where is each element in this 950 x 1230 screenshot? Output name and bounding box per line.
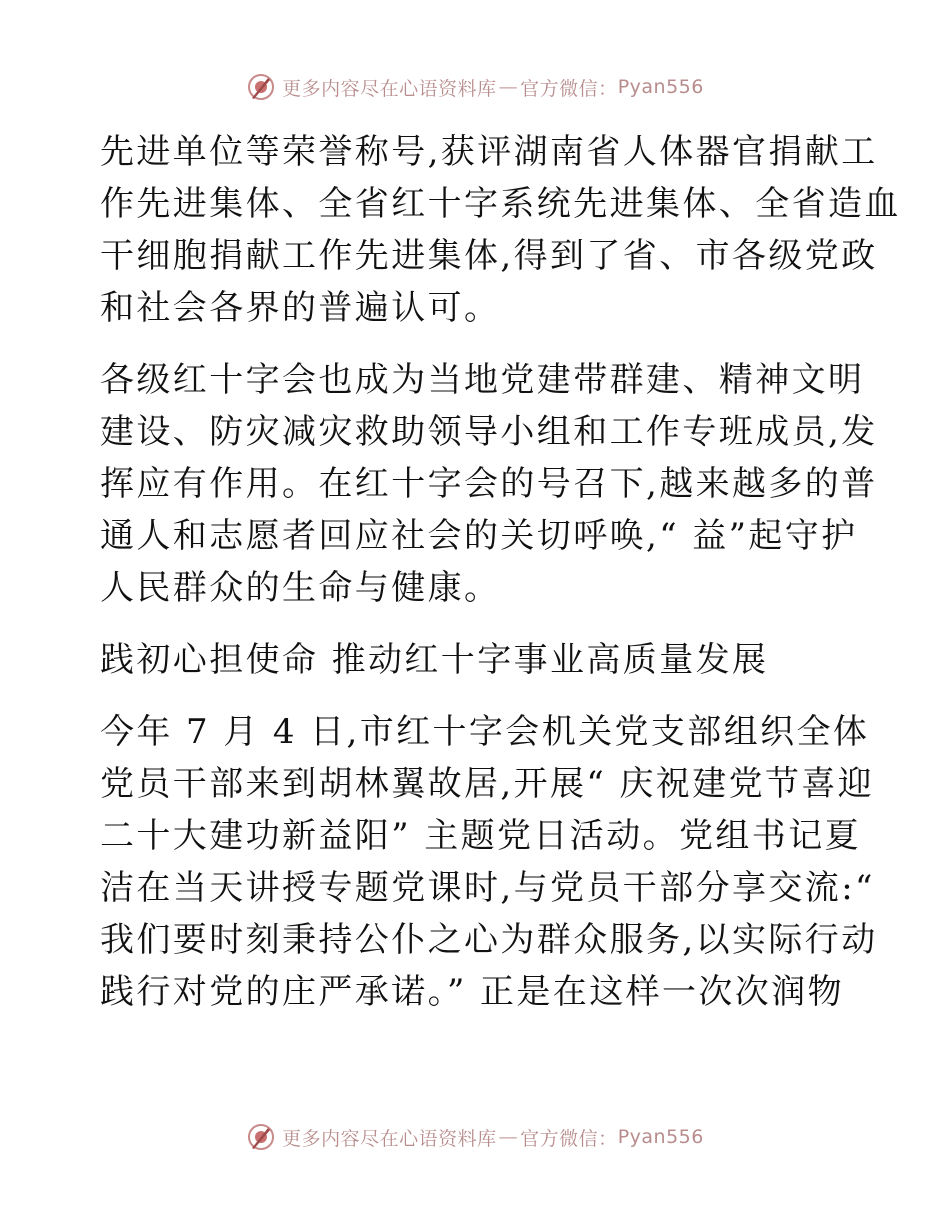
watermark-wechat-id: Pyan556 [617,1126,704,1148]
text-line: 二十大建功新益阳” 主题党日活动。党组书记夏 [100,816,861,856]
text-line: 和社会各界的普遍认可。 [100,288,501,328]
quill-seal-icon [246,72,276,102]
text-line: 通人和志愿者回应社会的关切呼唤,“ 益”起守护 [100,516,858,556]
text-line: 建设、防灾减灾救助领导小组和工作专班成员,发 [100,412,878,452]
text-line: 干细胞捐献工作先进集体,得到了省、市各级党政 [100,236,878,276]
paragraph [100,354,878,614]
text-line: 挥应有作用。在红十字会的号召下,越来越多的普 [100,464,878,504]
watermark-wechat-label: 官方微信： [520,1127,618,1150]
heading-line: 践初心担使命 推动红十字事业高质量发展 [100,640,769,680]
watermark-separator: — [498,76,519,98]
quill-seal-icon [246,1122,276,1152]
text-line: 践行对党的庄严承诺。” 正是在这样一次次润物 [100,972,844,1012]
text-line: 今年 7 月 4 日,市红十字会机关党支部组织全体 [100,712,870,752]
text-line: 作先进集体、全省红十字系统先进集体、全省造血 [100,184,901,224]
paragraph [100,706,878,1018]
watermark-brand: 更多内容尽在心语资料库 [282,77,497,100]
text-line: 先进单位等荣誉称号,获评湖南省人体器官捐献工 [100,132,878,172]
watermark-wechat-id: Pyan556 [617,76,704,98]
text-line: 洁在当天讲授专题党课时,与党员干部分享交流:“ [100,868,875,908]
paragraph [100,126,901,334]
footer-watermark [0,1122,950,1152]
document-body [100,126,901,1018]
header-watermark [0,72,950,102]
text-line: 我们要时刻秉持公仆之心为群众服务,以实际行动 [100,920,878,960]
section-heading [100,634,860,686]
watermark-brand: 更多内容尽在心语资料库 [282,1127,497,1150]
text-line: 党员干部来到胡林翼故居,开展“ 庆祝建党节喜迎 [100,764,875,804]
text-line: 各级红十字会也成为当地党建带群建、精神文明 [100,360,865,400]
text-line: 人民群众的生命与健康。 [100,568,501,608]
watermark-separator: — [498,1126,519,1148]
watermark-wechat-label: 官方微信： [520,77,618,100]
